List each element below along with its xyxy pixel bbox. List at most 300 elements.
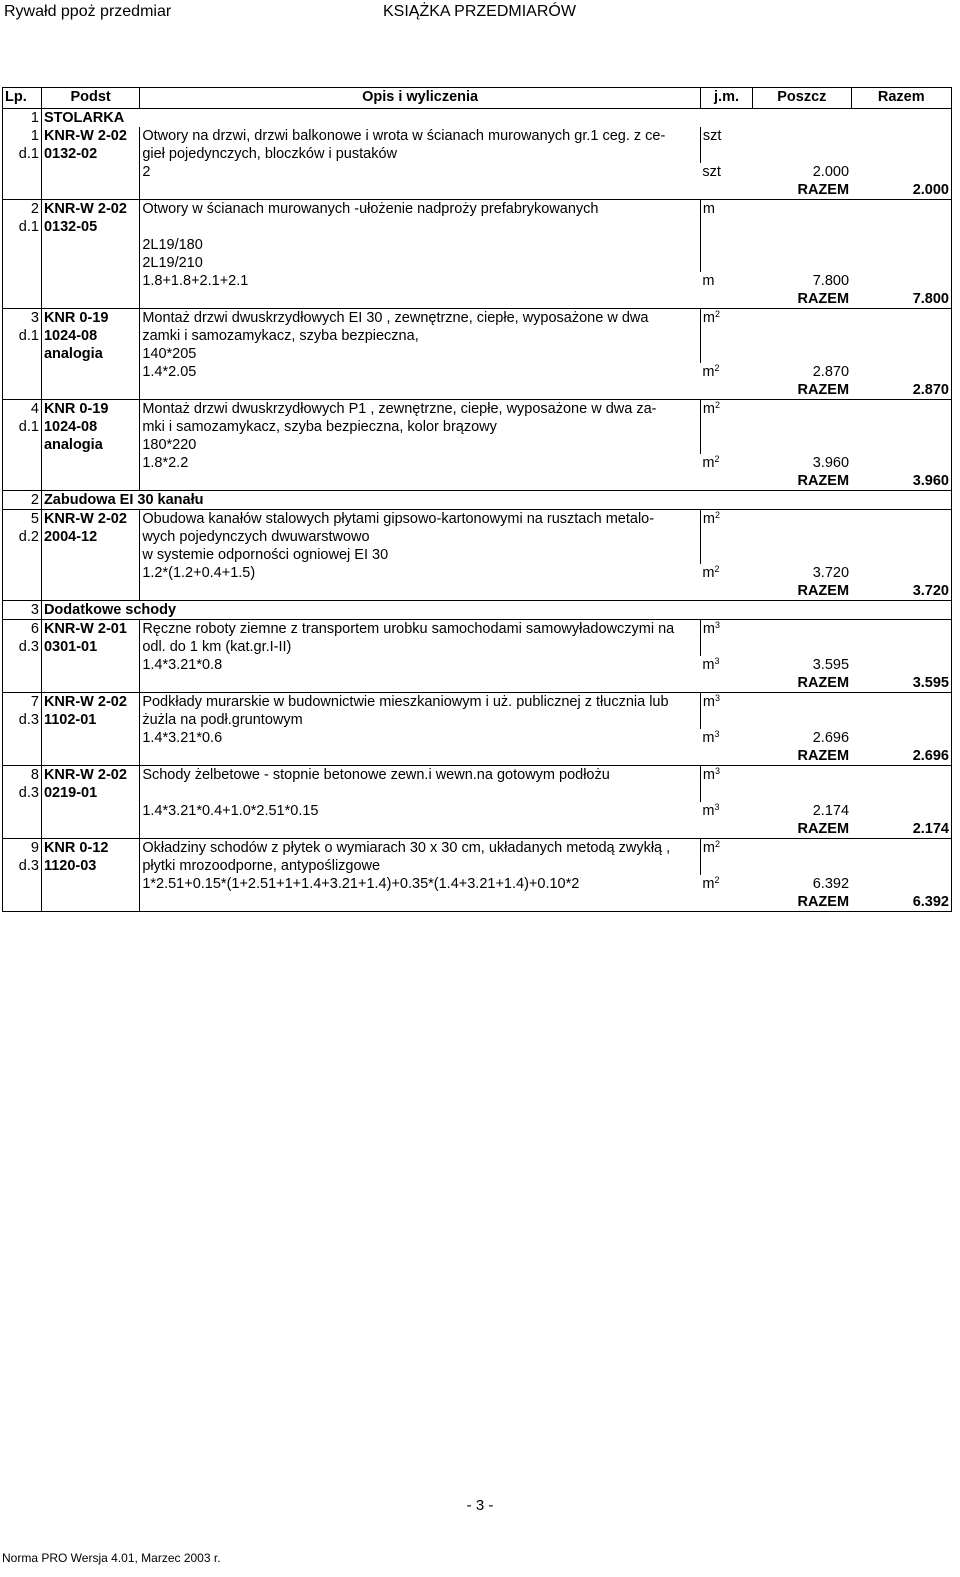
empty-cell bbox=[3, 893, 42, 912]
empty-cell bbox=[753, 638, 851, 656]
position-row bbox=[3, 620, 952, 639]
empty-cell bbox=[3, 802, 42, 820]
empty-cell bbox=[700, 857, 752, 875]
unit-exponent: 3 bbox=[714, 802, 720, 812]
empty-cell bbox=[41, 674, 139, 693]
total-row bbox=[3, 747, 952, 766]
calculation-value: 6.392 bbox=[812, 876, 850, 892]
empty-cell bbox=[41, 472, 139, 491]
empty-cell bbox=[753, 711, 851, 729]
section-title: STOLARKA bbox=[41, 109, 951, 128]
col-header-poszcz: Poszcz bbox=[753, 88, 851, 109]
section-row bbox=[3, 601, 952, 620]
position-unit bbox=[700, 693, 752, 712]
empty-cell bbox=[140, 472, 701, 491]
norm-code: 1102-01 bbox=[41, 711, 139, 729]
position-description: Ręczne roboty ziemne z transportem urobku samochodami samowyładowczymi na bbox=[140, 620, 701, 639]
total-label: RAZEM bbox=[797, 473, 850, 489]
unit-text: m bbox=[702, 730, 715, 746]
empty-cell bbox=[700, 381, 752, 400]
position-row bbox=[3, 436, 952, 454]
calculation-value: 2.696 bbox=[812, 730, 850, 746]
calculation-text: 1.2*(1.2+0.4+1.5) bbox=[140, 564, 701, 582]
position-row bbox=[3, 766, 952, 785]
position-row bbox=[3, 857, 952, 875]
empty-cell bbox=[3, 729, 42, 747]
unit-text: m bbox=[702, 803, 715, 819]
empty-cell bbox=[753, 309, 851, 328]
section-title: Dodatkowe schody bbox=[41, 601, 951, 620]
empty-cell bbox=[140, 820, 701, 839]
position-description: płytki mrozoodporne, antypoślizgowe bbox=[140, 857, 701, 875]
empty-cell bbox=[851, 857, 951, 875]
empty-cell bbox=[3, 564, 42, 582]
total-row bbox=[3, 381, 952, 400]
norm-code: KNR-W 2-02 bbox=[41, 127, 139, 145]
empty-cell bbox=[41, 747, 139, 766]
position-row bbox=[3, 145, 952, 163]
position-subnumber: d.3 bbox=[3, 857, 42, 875]
page-number: - 3 - bbox=[466, 1497, 494, 1514]
unit-text: m bbox=[702, 840, 715, 856]
position-description: w systemie odporności ogniowej EI 30 bbox=[140, 546, 701, 564]
col-header-podst: Podst bbox=[41, 88, 139, 109]
empty-cell bbox=[851, 802, 951, 820]
unit-text: m bbox=[702, 455, 715, 471]
unit-exponent: 3 bbox=[714, 729, 720, 739]
calculation-row bbox=[3, 656, 952, 674]
empty-cell bbox=[851, 327, 951, 345]
empty-cell bbox=[851, 436, 951, 454]
position-unit bbox=[700, 200, 752, 219]
position-row bbox=[3, 218, 952, 236]
empty-cell bbox=[700, 674, 752, 693]
table-header-row bbox=[3, 88, 952, 109]
empty-cell bbox=[700, 345, 752, 363]
empty-cell bbox=[700, 436, 752, 454]
empty-cell bbox=[753, 766, 851, 785]
total-value: 6.392 bbox=[851, 893, 951, 912]
position-description: Montaż drzwi dwuskrzydłowych P1 , zewnętrzne, ciepłe, wyposażone w dwa za- bbox=[140, 400, 701, 419]
total-value: 3.595 bbox=[851, 674, 951, 693]
calculation-unit bbox=[700, 363, 752, 381]
empty-cell bbox=[700, 290, 752, 309]
total-label: RAZEM bbox=[797, 583, 850, 599]
norm-code: KNR 0-19 bbox=[41, 400, 139, 419]
empty-cell bbox=[753, 418, 851, 436]
norm-code: KNR-W 2-02 bbox=[41, 510, 139, 529]
position-number: 3 bbox=[3, 309, 42, 328]
empty-cell bbox=[851, 564, 951, 582]
position-subnumber: d.3 bbox=[3, 711, 42, 729]
total-value: 7.800 bbox=[851, 290, 951, 309]
empty-cell bbox=[41, 363, 139, 381]
empty-cell bbox=[41, 893, 139, 912]
calculation-text: 180*220 bbox=[140, 436, 701, 454]
calculation-value: 3.720 bbox=[812, 565, 850, 581]
section-number: 3 bbox=[3, 601, 42, 620]
norm-code: 0301-01 bbox=[41, 638, 139, 656]
calculation-text: 2L19/180 bbox=[140, 236, 701, 254]
empty-cell bbox=[140, 290, 701, 309]
position-row bbox=[3, 711, 952, 729]
norm-code: 1024-08 bbox=[41, 327, 139, 345]
empty-cell bbox=[753, 345, 851, 363]
position-unit bbox=[700, 620, 752, 639]
calculation-unit bbox=[700, 272, 752, 290]
empty-cell bbox=[753, 620, 851, 639]
position-row bbox=[3, 127, 952, 145]
position-subnumber: d.2 bbox=[3, 528, 42, 546]
empty-cell bbox=[700, 546, 752, 564]
unit-exponent: 2 bbox=[714, 564, 720, 574]
position-number: 5 bbox=[3, 510, 42, 529]
empty-cell bbox=[851, 875, 951, 893]
calculation-value: 7.800 bbox=[812, 273, 850, 289]
norm-code: 1024-08 bbox=[41, 418, 139, 436]
position-number: 8 bbox=[3, 766, 42, 785]
empty-cell bbox=[851, 784, 951, 802]
empty-cell bbox=[3, 656, 42, 674]
empty-cell bbox=[851, 638, 951, 656]
empty-cell bbox=[851, 218, 951, 236]
calculation-text: 1.4*3.21*0.4+1.0*2.51*0.15 bbox=[140, 802, 701, 820]
position-row bbox=[3, 327, 952, 345]
total-label: RAZEM bbox=[797, 675, 850, 691]
total-label: RAZEM bbox=[797, 182, 850, 198]
position-number: 2 bbox=[3, 200, 42, 219]
header-project-title: Rywałd ppoż przedmiar bbox=[4, 3, 172, 20]
position-description: Obudowa kanałów stalowych płytami gipsowo-kartonowymi na rusztach metalo- bbox=[140, 510, 701, 529]
total-label: RAZEM bbox=[797, 382, 850, 398]
calculation-value: 2.000 bbox=[812, 164, 850, 180]
position-description bbox=[140, 784, 701, 802]
total-value: 2.174 bbox=[851, 820, 951, 839]
position-description: żużla na podł.gruntowym bbox=[140, 711, 701, 729]
empty-cell bbox=[3, 674, 42, 693]
calculation-text: 1.4*3.21*0.6 bbox=[140, 729, 701, 747]
empty-cell bbox=[851, 145, 951, 163]
calculation-unit bbox=[700, 875, 752, 893]
norm-code: KNR-W 2-02 bbox=[41, 200, 139, 219]
empty-cell bbox=[851, 127, 951, 145]
position-number: 9 bbox=[3, 839, 42, 858]
empty-cell bbox=[3, 875, 42, 893]
position-unit bbox=[700, 400, 752, 419]
total-label: RAZEM bbox=[797, 748, 850, 764]
position-subnumber: d.1 bbox=[3, 327, 42, 345]
empty-cell bbox=[753, 400, 851, 419]
empty-cell bbox=[851, 528, 951, 546]
unit-text: m bbox=[702, 767, 715, 783]
empty-cell bbox=[3, 436, 42, 454]
empty-cell bbox=[700, 820, 752, 839]
total-label: RAZEM bbox=[753, 893, 851, 912]
calculation-text: 1.4*2.05 bbox=[140, 363, 701, 381]
unit-text: m bbox=[702, 201, 715, 217]
header-book-title: KSIĄŻKA PRZEDMIARÓW bbox=[383, 3, 576, 20]
empty-cell bbox=[851, 163, 951, 181]
position-row bbox=[3, 236, 952, 254]
empty-cell bbox=[700, 254, 752, 272]
empty-cell bbox=[753, 145, 851, 163]
calculation-text: 140*205 bbox=[140, 345, 701, 363]
calculation-text: 1*2.51+0.15*(1+2.51+1+1.4+3.21+1.4)+0.35*(1.4+3.21+1.4)+0.10*2 bbox=[140, 875, 701, 893]
calculation-row bbox=[3, 163, 952, 181]
empty-cell bbox=[851, 656, 951, 674]
unit-exponent: 2 bbox=[714, 363, 720, 373]
empty-cell bbox=[851, 200, 951, 219]
empty-cell bbox=[140, 747, 701, 766]
unit-exponent: 3 bbox=[714, 620, 720, 630]
empty-cell bbox=[3, 381, 42, 400]
empty-cell bbox=[41, 381, 139, 400]
empty-cell bbox=[41, 454, 139, 472]
norm-code: KNR-W 2-01 bbox=[41, 620, 139, 639]
norm-code: KNR-W 2-02 bbox=[41, 693, 139, 712]
empty-cell bbox=[3, 236, 42, 254]
unit-text: m bbox=[702, 401, 715, 417]
unit-exponent: 3 bbox=[714, 766, 720, 776]
position-description: Okładziny schodów z płytek o wymiarach 30 x 30 cm, układanych metodą zwykłą , bbox=[140, 839, 701, 858]
calculation-row bbox=[3, 564, 952, 582]
unit-exponent: 2 bbox=[714, 400, 720, 410]
empty-cell bbox=[700, 181, 752, 200]
calculation-value: 2.174 bbox=[812, 803, 850, 819]
empty-cell bbox=[851, 272, 951, 290]
empty-cell bbox=[700, 528, 752, 546]
total-label: RAZEM bbox=[797, 291, 850, 307]
empty-cell bbox=[3, 546, 42, 564]
empty-cell bbox=[41, 582, 139, 601]
empty-cell bbox=[753, 327, 851, 345]
empty-cell bbox=[851, 766, 951, 785]
position-row bbox=[3, 200, 952, 219]
empty-cell bbox=[851, 345, 951, 363]
empty-cell bbox=[3, 582, 42, 601]
section-number: 1 bbox=[3, 109, 42, 128]
empty-cell bbox=[140, 381, 701, 400]
calculation-unit bbox=[700, 729, 752, 747]
empty-cell bbox=[851, 693, 951, 712]
empty-cell bbox=[753, 200, 851, 219]
position-number: 1 bbox=[3, 127, 42, 145]
position-description bbox=[140, 218, 701, 236]
total-value: 3.960 bbox=[851, 472, 951, 491]
empty-cell bbox=[700, 472, 752, 491]
norm-code: 0132-05 bbox=[41, 218, 139, 236]
empty-cell bbox=[753, 857, 851, 875]
total-value: 2.000 bbox=[851, 181, 951, 200]
empty-cell bbox=[41, 290, 139, 309]
position-row bbox=[3, 693, 952, 712]
empty-cell bbox=[41, 236, 139, 254]
position-row bbox=[3, 528, 952, 546]
col-header-jm: j.m. bbox=[700, 88, 752, 109]
position-row bbox=[3, 345, 952, 363]
position-description: wych pojedynczych dwuwarstwowo bbox=[140, 528, 701, 546]
analogy-label: analogia bbox=[41, 436, 139, 454]
position-description: odl. do 1 km (kat.gr.I-II) bbox=[140, 638, 701, 656]
empty-cell bbox=[753, 127, 851, 145]
calculation-value: 2.870 bbox=[812, 364, 850, 380]
position-row bbox=[3, 254, 952, 272]
empty-cell bbox=[3, 163, 42, 181]
empty-cell bbox=[851, 400, 951, 419]
calculation-text: 1.8*2.2 bbox=[140, 454, 701, 472]
total-row bbox=[3, 893, 952, 912]
empty-cell bbox=[700, 418, 752, 436]
total-value: 2.870 bbox=[851, 381, 951, 400]
norm-code: 2004-12 bbox=[41, 528, 139, 546]
empty-cell bbox=[41, 875, 139, 893]
empty-cell bbox=[41, 802, 139, 820]
position-row bbox=[3, 510, 952, 529]
unit-exponent: 2 bbox=[714, 875, 720, 885]
total-label: RAZEM bbox=[797, 821, 850, 837]
empty-cell bbox=[753, 436, 851, 454]
unit-text: m bbox=[702, 364, 715, 380]
empty-cell bbox=[41, 546, 139, 564]
total-value: 3.720 bbox=[851, 582, 951, 601]
empty-cell bbox=[41, 820, 139, 839]
norm-code: KNR 0-12 bbox=[41, 839, 139, 858]
empty-cell bbox=[753, 528, 851, 546]
empty-cell bbox=[753, 510, 851, 529]
unit-exponent: 3 bbox=[714, 656, 720, 666]
position-subnumber: d.1 bbox=[3, 145, 42, 163]
unit-text: szt bbox=[702, 128, 722, 144]
total-row bbox=[3, 472, 952, 491]
col-header-razem: Razem bbox=[851, 88, 951, 109]
position-subnumber: d.1 bbox=[3, 218, 42, 236]
analogy-label: analogia bbox=[41, 345, 139, 363]
empty-cell bbox=[753, 839, 851, 858]
calculation-unit bbox=[700, 656, 752, 674]
position-number: 7 bbox=[3, 693, 42, 712]
position-description: mki i samozamykacz, szyba bezpieczna, kolor brązowy bbox=[140, 418, 701, 436]
unit-text: szt bbox=[702, 164, 721, 180]
unit-text: m bbox=[702, 694, 715, 710]
col-header-lp: Lp. bbox=[3, 88, 42, 109]
empty-cell bbox=[700, 747, 752, 766]
empty-cell bbox=[3, 747, 42, 766]
position-row bbox=[3, 418, 952, 436]
norm-code: 1120-03 bbox=[41, 857, 139, 875]
position-row bbox=[3, 784, 952, 802]
total-row bbox=[3, 674, 952, 693]
calculation-row bbox=[3, 454, 952, 472]
total-row bbox=[3, 290, 952, 309]
calculation-value: 3.595 bbox=[812, 657, 850, 673]
empty-cell bbox=[3, 254, 42, 272]
empty-cell bbox=[851, 454, 951, 472]
calculation-unit bbox=[700, 802, 752, 820]
total-value: 2.696 bbox=[851, 747, 951, 766]
position-row bbox=[3, 400, 952, 419]
position-row bbox=[3, 839, 952, 858]
unit-text: m bbox=[702, 876, 715, 892]
position-number: 6 bbox=[3, 620, 42, 639]
empty-cell bbox=[3, 472, 42, 491]
position-unit bbox=[700, 766, 752, 785]
position-description: Podkłady murarskie w budownictwie mieszkaniowym i uż. publicznej z tłucznia lub bbox=[140, 693, 701, 712]
position-row bbox=[3, 309, 952, 328]
empty-cell bbox=[851, 711, 951, 729]
empty-cell bbox=[851, 839, 951, 858]
norm-code: KNR-W 2-02 bbox=[41, 766, 139, 785]
position-description: Otwory na drzwi, drzwi balkonowe i wrota w ścianach murowanych gr.1 ceg. z ce- bbox=[140, 127, 701, 145]
empty-cell bbox=[3, 345, 42, 363]
calculation-row bbox=[3, 875, 952, 893]
calculation-text: 1.4*3.21*0.8 bbox=[140, 656, 701, 674]
unit-exponent: 2 bbox=[714, 510, 720, 520]
total-row bbox=[3, 181, 952, 200]
position-row bbox=[3, 638, 952, 656]
position-subnumber: d.1 bbox=[3, 418, 42, 436]
empty-cell bbox=[753, 546, 851, 564]
calculation-row bbox=[3, 363, 952, 381]
empty-cell bbox=[3, 272, 42, 290]
position-subnumber: d.3 bbox=[3, 638, 42, 656]
position-number: 4 bbox=[3, 400, 42, 419]
calculation-unit bbox=[700, 454, 752, 472]
empty-cell bbox=[753, 693, 851, 712]
empty-cell bbox=[3, 290, 42, 309]
empty-cell bbox=[851, 620, 951, 639]
empty-cell bbox=[41, 564, 139, 582]
empty-cell bbox=[140, 893, 701, 912]
norm-code: 0219-01 bbox=[41, 784, 139, 802]
calculation-unit bbox=[700, 564, 752, 582]
empty-cell bbox=[41, 272, 139, 290]
unit-exponent: 2 bbox=[714, 454, 720, 464]
empty-cell bbox=[753, 784, 851, 802]
position-description: gieł pojedynczych, bloczków i pustaków bbox=[140, 145, 701, 163]
empty-cell bbox=[753, 236, 851, 254]
section-title: Zabudowa EI 30 kanału bbox=[41, 491, 951, 510]
unit-text: m bbox=[702, 657, 715, 673]
empty-cell bbox=[700, 218, 752, 236]
calculation-text: 2 bbox=[140, 163, 701, 181]
empty-cell bbox=[753, 218, 851, 236]
empty-cell bbox=[3, 181, 42, 200]
empty-cell bbox=[700, 784, 752, 802]
position-description: Schody żelbetowe - stopnie betonowe zewn.i wewn.na gotowym podłożu bbox=[140, 766, 701, 785]
position-subnumber: d.3 bbox=[3, 784, 42, 802]
calculation-value: 3.960 bbox=[812, 455, 850, 471]
section-row bbox=[3, 109, 952, 128]
empty-cell bbox=[700, 236, 752, 254]
empty-cell bbox=[41, 656, 139, 674]
unit-text: m bbox=[702, 565, 715, 581]
empty-cell bbox=[851, 729, 951, 747]
section-number: 2 bbox=[3, 491, 42, 510]
position-unit bbox=[700, 510, 752, 529]
calculation-unit bbox=[700, 163, 752, 181]
empty-cell bbox=[851, 236, 951, 254]
unit-text: m bbox=[702, 511, 715, 527]
unit-text: m bbox=[702, 310, 715, 326]
empty-cell bbox=[700, 893, 752, 912]
unit-text: m bbox=[702, 621, 715, 637]
empty-cell bbox=[140, 674, 701, 693]
calculation-row bbox=[3, 729, 952, 747]
empty-cell bbox=[851, 546, 951, 564]
bill-of-quantities-table bbox=[2, 87, 952, 912]
empty-cell bbox=[851, 309, 951, 328]
unit-exponent: 3 bbox=[714, 693, 720, 703]
